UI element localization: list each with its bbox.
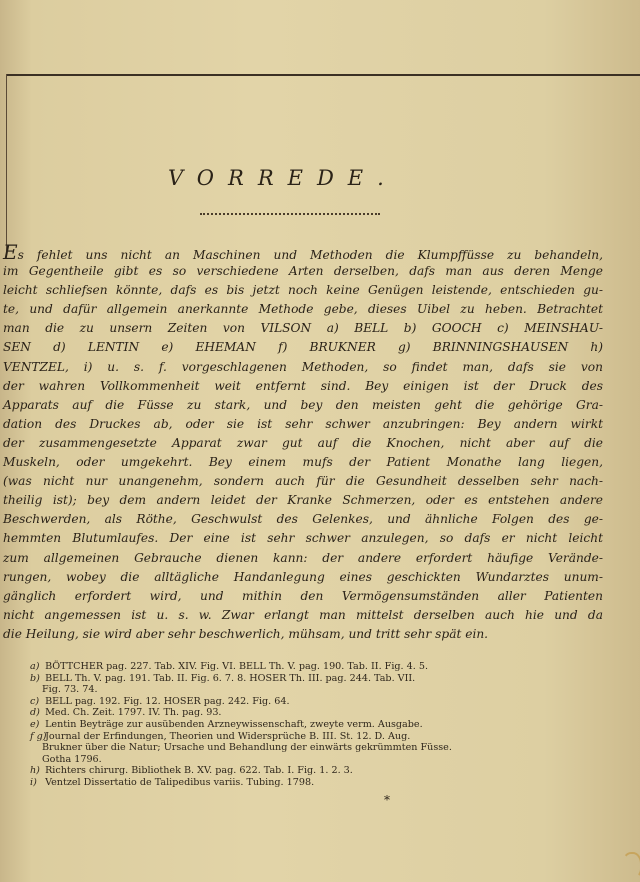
body-line-text: rungen, wobey die alltägliche Handanlegung eines geschickten Wundarztes unum- xyxy=(3,569,603,584)
body-line xyxy=(3,491,603,510)
top-rule xyxy=(6,74,640,76)
body-line xyxy=(3,549,603,568)
body-line xyxy=(3,587,603,606)
footnote-text: Journal der Erfindungen, Theorien und Widersprüche B. III. St. 12. D. Aug. xyxy=(45,730,411,742)
body-line xyxy=(3,377,603,396)
body-line-text: der wahren Vollkommenheit weit entfernt sind. Bey einigen ist der Druck des xyxy=(3,378,603,393)
footnote xyxy=(30,777,590,789)
body-line-text: die Heilung, sie wird aber sehr beschwerlich, mühsam, und tritt sehr spät ein. xyxy=(3,626,489,641)
body-line xyxy=(3,568,603,587)
body-line-text: im Gegentheile gibt es so verschiedene Arten derselben, dafs man aus deren Menge xyxy=(3,264,603,279)
footnotes xyxy=(30,661,590,789)
body-line-text: hemmten Blutumlaufes. Der eine ist sehr schwer anzulegen, so dafs er nicht leicht xyxy=(3,531,603,546)
body-line-text: te, und dafür allgemein anerkannte Methode gebe, dieses Uibel zu heben. Betrachtet xyxy=(3,302,603,317)
body-line xyxy=(3,529,603,548)
footnote-text: BELL pag. 192. Fig. 12. HOSER pag. 242. Fig. 64. xyxy=(45,695,290,707)
footnote-mark: a) xyxy=(30,661,40,672)
body-line-text: VENTZEL, i) u. s. f. vorgeschlagenen Methoden, so findet man, dafs sie von xyxy=(3,359,603,374)
body-line xyxy=(3,434,603,453)
footnote-text: Lentin Beyträge zur ausübenden Arzneywissenschaft, zweyte verm. Ausgabe. xyxy=(45,718,423,730)
body-line-text: theilig ist); bey dem andern leidet der Kranke Schmerzen, oder es entstehen andere xyxy=(3,493,603,508)
footnote-text: BÖTTCHER pag. 227. Tab. XIV. Fig. VI. BELL Th. V. pag. 190. Tab. II. Fig. 4. 5. xyxy=(45,661,428,672)
left-margin-rule xyxy=(6,74,7,254)
body-line xyxy=(3,358,603,377)
footnote-mark: h) xyxy=(30,765,40,777)
body-line xyxy=(3,510,603,529)
footnote-mark: b) xyxy=(30,672,40,684)
body-line-text: dation des Druckes ab, oder sie ist sehr schwer anzubringen: Bey andern wirkt xyxy=(3,416,603,431)
body-line xyxy=(3,453,603,472)
body-line xyxy=(3,319,603,338)
body-line-text: der zusammengesetzte Apparat zwar gut auf die Knochen, nicht aber auf die xyxy=(3,435,603,450)
footnote-text: Ventzel Dissertatio de Talipedibus variis. Tubing. 1798. xyxy=(45,776,315,788)
body-text xyxy=(3,240,603,644)
footnote xyxy=(30,719,590,731)
footnote-mark: c) xyxy=(30,695,40,707)
footnote-text: Richters chirurg. Bibliothek B. XV. pag. 622. Tab. I. Fig. 1. 2. 3. xyxy=(45,765,353,777)
footnote-mark: d) xyxy=(30,707,40,719)
body-line-text: Muskeln, oder umgekehrt. Bey einem mufs der Patient Monathe lang liegen, xyxy=(3,455,603,470)
body-line-text: leicht schliefsen könnte, dafs es bis jetzt noch keine Genügen leistende, entschieden gu- xyxy=(3,283,603,298)
footnote-mark: f g) xyxy=(30,730,47,742)
footnote-mark: e) xyxy=(30,718,40,730)
body-line xyxy=(3,396,603,415)
body-line-text: (was nicht nur unangenehm, sondern auch für die Gesundheit desselben sehr nach- xyxy=(3,474,603,489)
footnote-text: Med. Ch. Zeit. 1797. IV. Th. pag. 93. xyxy=(45,707,222,719)
body-line xyxy=(3,300,603,319)
footnote xyxy=(30,742,590,754)
body-line-text: gänglich erfordert wird, und mithin den Vermögensumständen aller Patienten xyxy=(3,588,603,603)
body-line-text: nicht angemessen ist u. s. w. Zwar erlangt man mittelst derselben auch hie und da xyxy=(3,607,603,622)
body-line xyxy=(3,606,603,625)
body-line-text: zum allgemeinen Gebrauche dienen kann: der andere erfordert häufige Verände- xyxy=(3,550,603,565)
body-line-text: man die zu unsern Zeiten von VILSON a) BELL b) GOOCH c) MEINSHAU- xyxy=(3,321,603,336)
signature-mark: * xyxy=(384,793,390,807)
footnote-text: Brukner über die Natur; Ursache und Behandlung der einwärts gekrümmten Füsse. xyxy=(42,742,452,754)
footnote xyxy=(30,661,590,673)
body-line xyxy=(3,415,603,434)
body-line xyxy=(3,262,603,281)
body-line-text: Beschwerden, als Röthe, Geschwulst des Gelenkes, und ähnliche Folgen des ge- xyxy=(3,512,603,527)
footnote-text: BELL Th. V. pag. 191. Tab. II. Fig. 6. 7. 8. HOSER Th. III. pag. 244. Tab. VII. xyxy=(45,672,416,684)
footnote xyxy=(30,696,590,708)
footnote xyxy=(30,731,590,743)
body-line xyxy=(3,281,603,300)
body-line xyxy=(3,338,603,357)
body-line-text: Apparats auf die Füsse zu stark, und bey den meisten geht die gehörige Gra- xyxy=(3,397,603,412)
footnote xyxy=(30,684,590,696)
page-title: VORREDE. xyxy=(168,166,398,190)
footnote-text: Fig. 73. 74. xyxy=(42,684,98,696)
initial-letter: E xyxy=(3,240,18,264)
footnote xyxy=(30,673,590,685)
title-divider xyxy=(200,213,380,215)
body-line xyxy=(3,625,603,644)
body-line-text: SEN d) LENTIN e) EHEMAN f) BRUKNER g) BRINNINGSHAUSEN h) xyxy=(3,340,603,355)
footnote xyxy=(30,754,590,766)
page-corner-curl xyxy=(622,852,640,878)
footnote xyxy=(30,707,590,719)
body-line xyxy=(3,472,603,491)
footnote-mark: i) xyxy=(30,776,37,788)
body-line xyxy=(3,240,603,264)
footnote xyxy=(30,765,590,777)
footnote-text: Gotha 1796. xyxy=(42,753,102,765)
body-line-text: s fehlet uns nicht an Maschinen und Methoden die Klumpffüsse zu behandeln, xyxy=(17,248,603,262)
